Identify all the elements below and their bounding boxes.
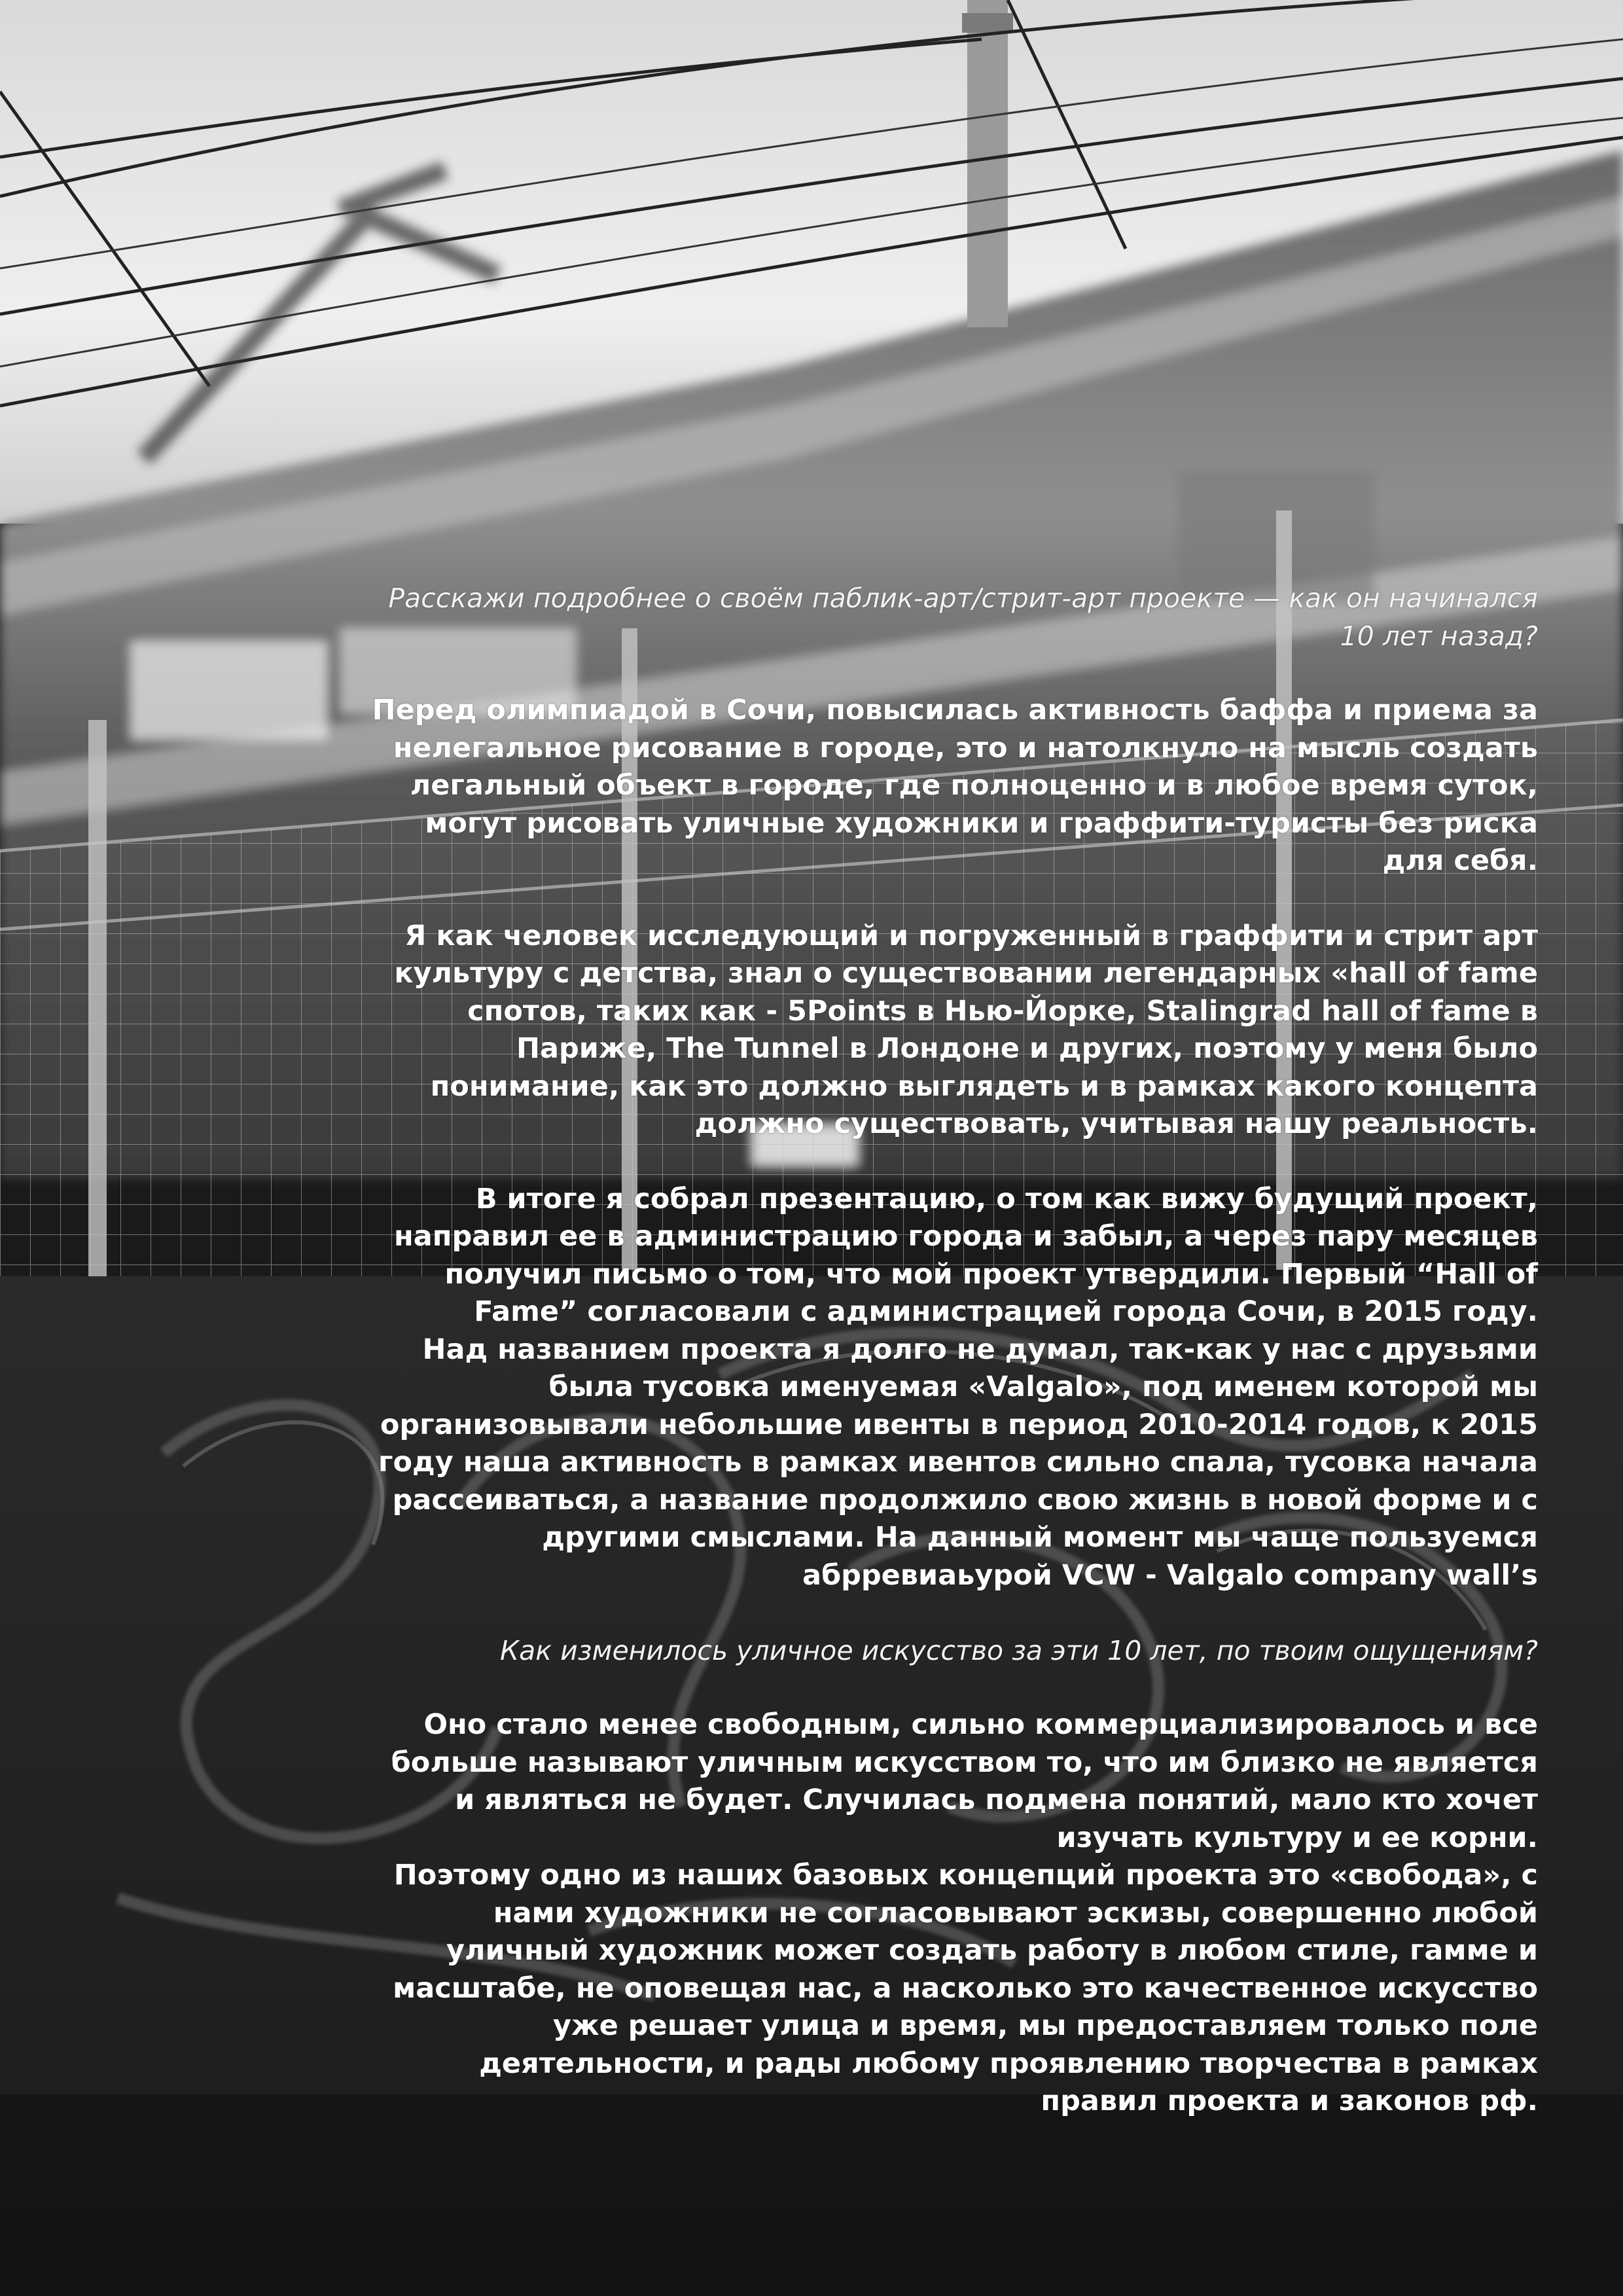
answer-1-paragraph-3: В итоге я собрал презентацию, о том как вижу будущий проект, направил ее в администрацию города и забыл, а через пару месяцев получил письмо о том, что мой проект утвердили. Первый “Hall of Fame” согласовали с администрацией города Сочи, в 2015 году. <box>394 1182 1538 1328</box>
question-1: Расскажи подробнее о своём паблик-арт/стрит-арт проекте — как он начинался 10 лет назад? <box>388 583 1538 652</box>
answer-1-paragraph-1: Перед олимпиадой в Сочи, повысилась активность баффа и приема за нелегальное рисование в городе, это и натолкнуло на мысль создать легальный объект в городе, где полноценно и в любое время суток, могут рисовать уличные художники и граффити-туристы без риска для себя. <box>372 694 1538 877</box>
answer-2-paragraph-2: Поэтому одно из наших базовых концепций проекта это «свобода», с нами художники не согласовывают эскизы, совершенно любой уличный художник может создать работу в любом стиле, гамме и масштабе, не оповещая нас, а насколько это качественное искусство уже решает улица и время, мы предоставляем только поле деятельности, и рады любому проявлению творчества в рамках правил проекта и законов рф. <box>393 1859 1538 2117</box>
answer-2-paragraph-1: Оно стало менее свободным, сильно коммерциализировалось и все больше называют уличным искусством то, что им близко не является и являться не будет. Случилась подмена понятий, мало кто хочет изучать культуру и ее корни. <box>391 1708 1538 1854</box>
interview-text <box>366 579 1538 2121</box>
question-2: Как изменилось уличное искусство за эти 10 лет, по твоим ощущениям? <box>500 1635 1538 1666</box>
answer-1-paragraph-2: Я как человек исследующий и погруженный в граффити и стрит арт культуру с детства, знал о существовании легендарных «hall of fame спотов, таких как - 5Points в Нью-Йорке, Stalingrad hall of fame в Париже, The Tunnel в Лондоне и других, поэтому у меня было понимание, как это должно выглядеть и в рамках какого концепта должно существовать, учитывая нашу реальность. <box>394 919 1538 1140</box>
answer-1-paragraph-4: Над названием проекта я долго не думал, так-как у нас с друзьями была тусовка именуемая «Valgalo», под именем которой мы организовывали небольшие ивенты в период 2010-2014 годов, к 2015 году наша активность в рамках ивентов сильно спала, тусовка начала рассеиваться, а название продолжило свою жизнь в новой форме и с другими смыслами. На данный момент мы чаще пользуемся абрревиаьурой VCW - Valgalo company wall’s <box>378 1333 1538 1592</box>
